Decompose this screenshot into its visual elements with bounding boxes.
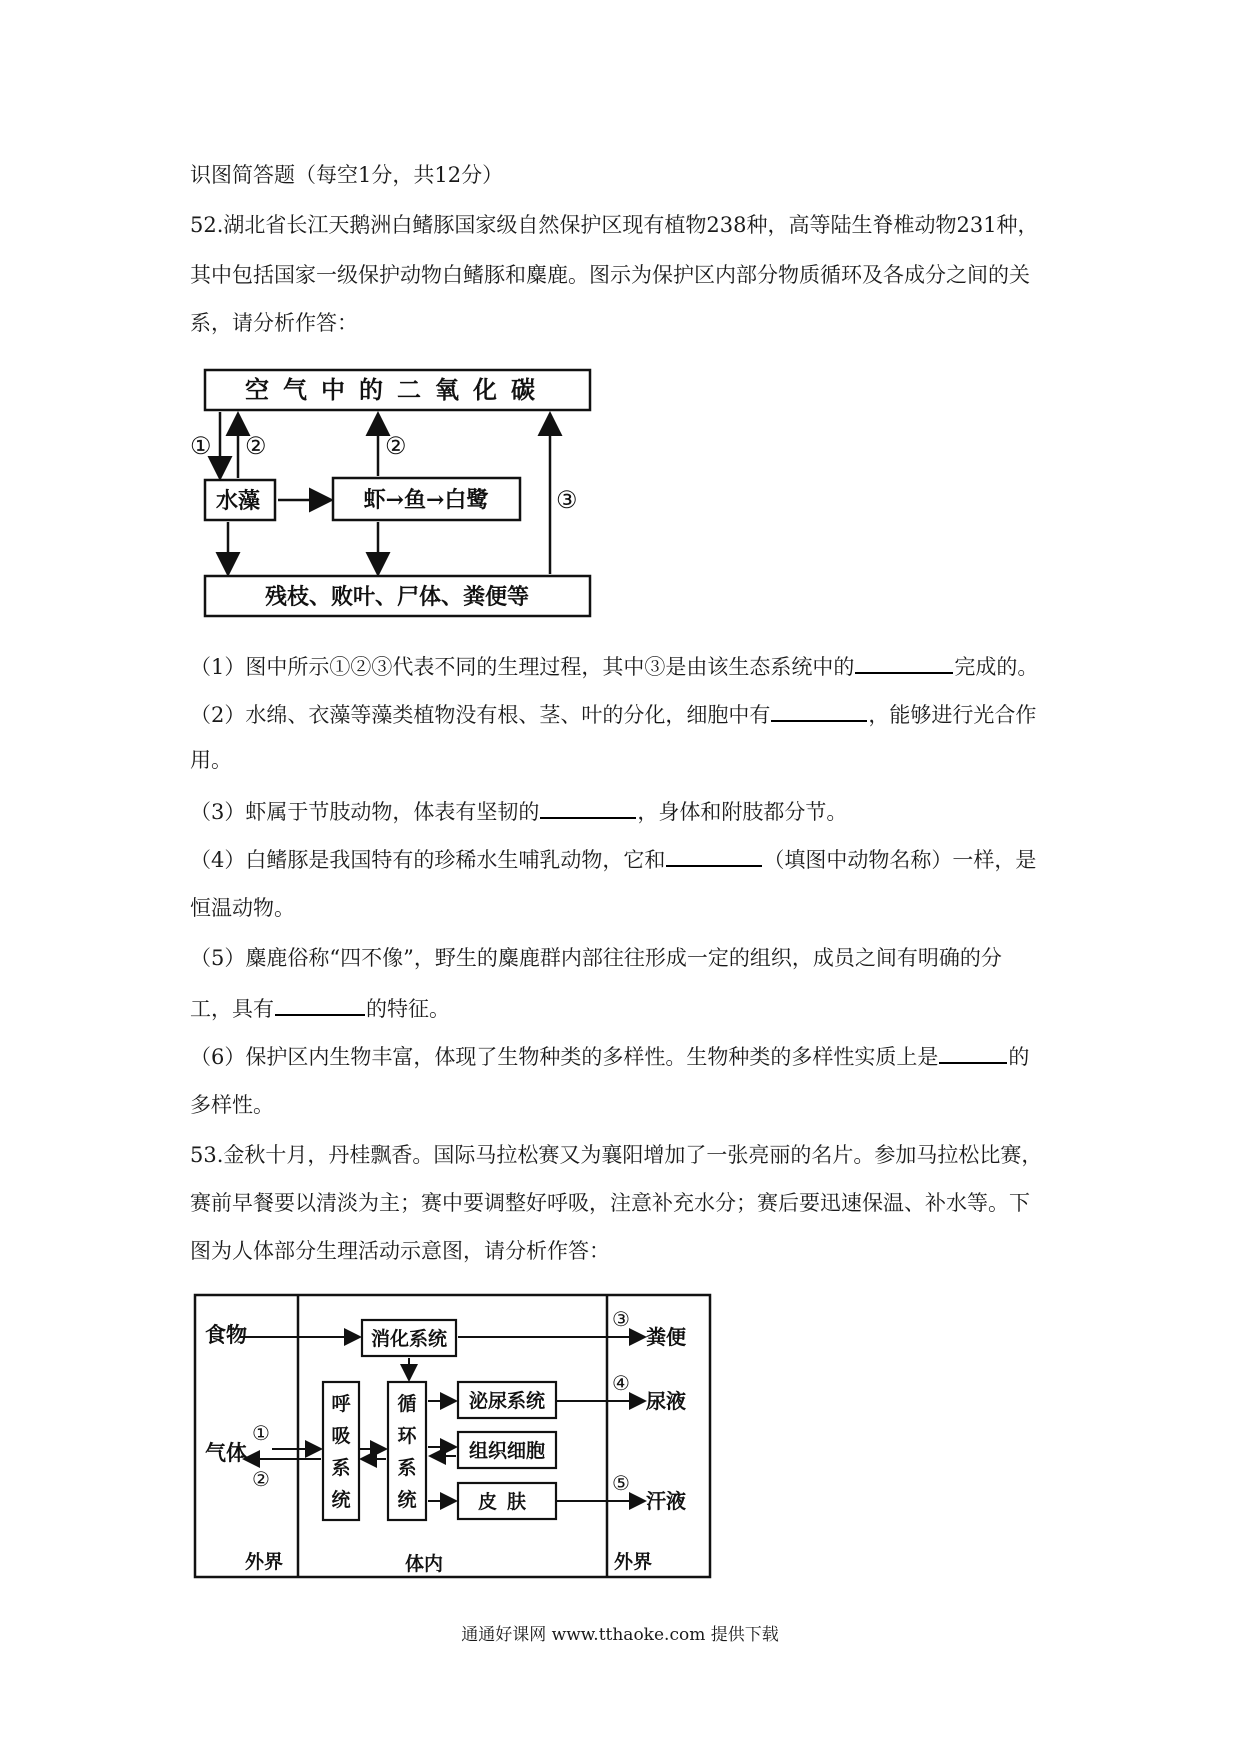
q52-sub-5-cont <box>190 992 450 1024</box>
answer-blank-2[interactable] <box>771 698 867 722</box>
outside-right-label: 外界 <box>614 1551 653 1573</box>
answer-blank-3[interactable] <box>540 795 636 819</box>
food-chain-label: 虾→鱼→白鹭 <box>363 487 489 513</box>
mark-2-right: ② <box>385 432 407 460</box>
q52-s6-text-b: 的 <box>1008 1045 1030 1069</box>
q52-sub-2-cont: 用。 <box>190 748 232 772</box>
co2-label: 空气中的二氧化碳 <box>245 375 549 404</box>
gas-label: 气体 <box>205 1440 247 1465</box>
carbon-cycle-diagram <box>190 360 610 630</box>
page-footer: 通通好课网 www.tthaoke.com 提供下载 <box>461 1625 779 1645</box>
circulatory-char-2: 环 <box>397 1425 417 1447</box>
circulatory-char-1: 循 <box>397 1393 417 1415</box>
respiratory-char-3: 系 <box>331 1457 351 1479</box>
q52-s5-text-b: 工，具有 <box>190 997 274 1021</box>
mark-1: ① <box>252 1421 270 1445</box>
urine-label: 尿液 <box>646 1389 686 1413</box>
section-title: 识图简答题（每空1分，共12分） <box>190 163 504 187</box>
q52-sub-2 <box>190 698 1036 730</box>
respiratory-char-2: 吸 <box>331 1425 351 1447</box>
q53-line-1: 53.金秋十月，丹桂飘香。国际马拉松赛又为襄阳增加了一张亮丽的名片。参加马拉松比赛， <box>190 1143 1043 1167</box>
answer-blank-4[interactable] <box>666 843 762 867</box>
food-label: 食物 <box>205 1322 247 1347</box>
inside-label: 体内 <box>405 1553 444 1575</box>
mark-2-left: ② <box>245 432 267 460</box>
mark-1: ① <box>190 432 212 460</box>
q52-sub-1 <box>190 650 1038 682</box>
q52-s6-text-a: （6）保护区内生物丰富，体现了生物种类的多样性。生物种类的多样性实质上是 <box>190 1045 939 1069</box>
q52-s3-text-a: （3）虾属于节肢动物，体表有坚韧的 <box>190 800 540 824</box>
answer-blank-1[interactable] <box>855 650 953 674</box>
q53-line-3: 图为人体部分生理活动示意图，请分析作答： <box>190 1239 610 1263</box>
answer-blank-6[interactable] <box>939 1040 1007 1064</box>
q52-s4-text-b: （填图中动物名称）一样，是 <box>763 848 1037 872</box>
mark-4: ④ <box>612 1371 630 1395</box>
feces-label: 粪便 <box>646 1325 686 1349</box>
physiology-diagram <box>190 1290 720 1590</box>
respiratory-char-1: 呼 <box>331 1393 351 1415</box>
q52-sub-6-cont: 多样性。 <box>190 1093 274 1117</box>
mark-3: ③ <box>612 1307 630 1331</box>
q52-sub-4 <box>190 843 1036 875</box>
q52-s5-text-c: 的特征。 <box>366 997 450 1021</box>
algae-label: 水藻 <box>215 488 261 514</box>
q52-s1-text-a: （1）图中所示①②③代表不同的生理过程，其中③是由该生态系统中的 <box>190 655 855 679</box>
tissue-label: 组织细胞 <box>468 1440 546 1462</box>
q52-sub-5: （5）麋鹿俗称“四不像”，野生的麋鹿群内部往往形成一定的组织，成员之间有明确的分 <box>190 946 1002 970</box>
detritus-label: 残枝、败叶、尸体、粪便等 <box>264 584 530 610</box>
q52-sub-6 <box>190 1040 1029 1072</box>
respiratory-char-4: 统 <box>331 1489 351 1511</box>
digestive-label: 消化系统 <box>370 1328 448 1350</box>
circulatory-char-3: 系 <box>397 1457 417 1479</box>
answer-blank-5[interactable] <box>275 992 365 1016</box>
q52-s4-text-a: （4）白鳍豚是我国特有的珍稀水生哺乳动物，它和 <box>190 848 666 872</box>
circulatory-char-4: 统 <box>397 1489 417 1511</box>
q52-sub-4-cont: 恒温动物。 <box>190 896 295 920</box>
q52-s1-text-b: 完成的。 <box>954 655 1039 679</box>
mark-2: ② <box>252 1467 270 1491</box>
outside-left-label: 外界 <box>245 1551 284 1573</box>
q52-s3-text-b: ，身体和附肢都分节。 <box>637 800 848 824</box>
q53-line-2: 赛前早餐要以清淡为主；赛中要调整好呼吸，注意补充水分；赛后要迅速保温、补水等。下 <box>190 1191 1030 1215</box>
urinary-label: 泌尿系统 <box>468 1390 546 1412</box>
sweat-label: 汗液 <box>646 1489 686 1513</box>
q52-s2-text-a: （2）水绵、衣藻等藻类植物没有根、茎、叶的分化，细胞中有 <box>190 703 771 727</box>
q52-s2-text-b: ，能够进行光合作 <box>868 703 1037 727</box>
mark-3: ③ <box>556 486 578 514</box>
q52-sub-3 <box>190 795 847 827</box>
q52-line-2: 其中包括国家一级保护动物白鳍豚和麋鹿。图示为保护区内部分物质循环及各成分之间的关 <box>190 263 1030 287</box>
q52-line-3: 系，请分析作答： <box>190 311 358 335</box>
q52-line-1: 52.湖北省长江天鹅洲白鳍豚国家级自然保护区现有植物238种，高等陆生脊椎动物231种， <box>190 213 1039 237</box>
skin-label: 皮肤 <box>477 1491 537 1513</box>
mark-5: ⑤ <box>612 1471 630 1495</box>
